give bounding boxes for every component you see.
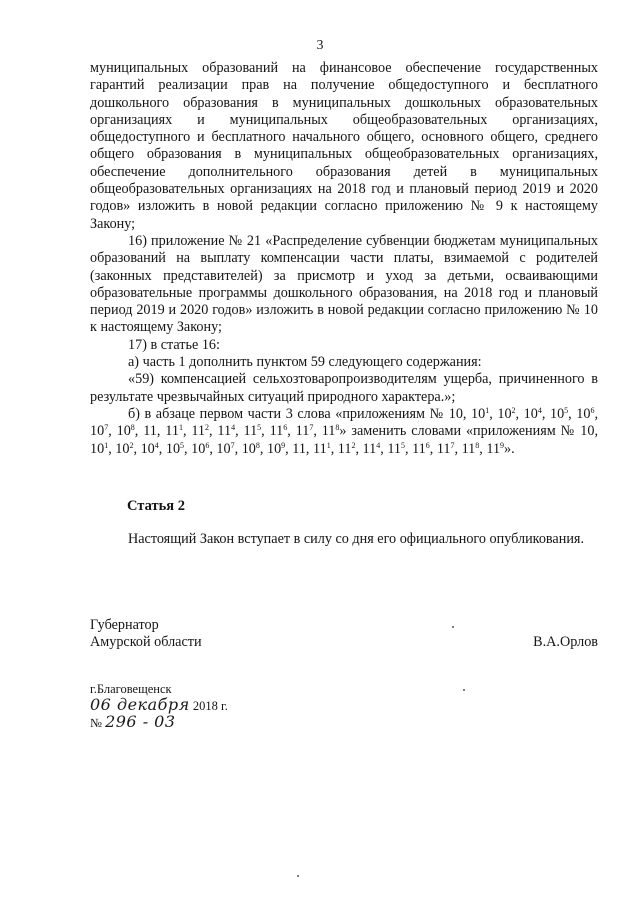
new-appendix-item: $10^5$ (165, 440, 185, 457)
old-appendix-item: 11 (143, 423, 157, 440)
new-appendix-item: $10^6$ (191, 440, 210, 457)
new-appendix-item-superscript: 9 (281, 440, 286, 450)
new-appendix-item: $11^5$ (387, 440, 405, 457)
law-number (90, 712, 290, 731)
paragraph-sub-a: а) часть 1 дополнить пунктом 59 следующего содержания: (128, 354, 482, 371)
sub-b-middle: » заменить словами «приложениям № (339, 423, 581, 440)
old-appendix-list: 10, $10^1$, $10^2$, $10^4$, $10^5$, $10^6$, $10^7$, $10^8$, 11, $11^1$, $11^2$, $11^4$, $11^5$, $11^6$, $11^7$, $11^8$ (90, 405, 599, 440)
signature-title (90, 617, 202, 651)
new-appendix-item-superscript: 6 (205, 440, 210, 450)
new-appendix-item: $10^2$ (115, 440, 134, 457)
new-appendix-item-superscript: 1 (104, 440, 109, 450)
old-appendix-item: $10^4$ (523, 405, 542, 422)
old-appendix-item: $11^8$ (321, 423, 340, 440)
new-appendix-item-superscript: 8 (475, 440, 480, 450)
old-appendix-item-superscript: 6 (590, 405, 595, 415)
old-appendix-item-superscript: 1 (485, 405, 490, 415)
old-appendix-item: $11^1$ (165, 423, 183, 440)
paragraph-quote-59: «59) компенсацией сельхозтоваропроизводителям ущерба, причиненного в результате чрезвычайных ситуаций природного характера.»; (90, 371, 598, 405)
new-appendix-item-superscript: 6 (425, 440, 430, 450)
new-appendix-item-superscript: 9 (500, 440, 505, 450)
paragraph-sub-b (90, 406, 598, 458)
old-appendix-item-superscript: 2 (205, 423, 210, 433)
page-number: 3 (316, 38, 324, 53)
new-appendix-item-superscript: 7 (230, 440, 235, 450)
old-appendix-item-superscript: 5 (257, 423, 262, 433)
article-paragraph: Настоящий Закон вступает в силу со дня его официального опубликования. (128, 531, 584, 547)
old-appendix-item: $11^6$ (269, 423, 288, 440)
new-appendix-item-superscript: 5 (180, 440, 185, 450)
old-appendix-item: $10^6$ (576, 405, 595, 422)
new-appendix-item: $11^9$ (486, 440, 505, 457)
new-appendix-item-superscript: 5 (400, 440, 405, 450)
new-appendix-item-superscript: 8 (255, 440, 260, 450)
old-appendix-item-superscript: 6 (283, 423, 288, 433)
new-appendix-item-superscript: 4 (154, 440, 159, 450)
old-appendix-item: $10^2$ (497, 405, 516, 422)
place-of-signing: г.Благовещенск (90, 682, 172, 696)
old-appendix-item: $10^8$ (116, 423, 135, 440)
old-appendix-item-superscript: 8 (130, 423, 135, 433)
old-appendix-item: $10^1$ (471, 405, 490, 422)
old-appendix-item-superscript: 1 (178, 423, 183, 433)
old-appendix-item: $11^4$ (217, 423, 236, 440)
scan-speck (463, 689, 465, 691)
old-appendix-item: $11^2$ (191, 423, 210, 440)
new-appendix-item-superscript: 7 (450, 440, 455, 450)
sub-b-end: ». (504, 440, 515, 457)
signatory-name: В.А.Орлов (533, 634, 598, 650)
scan-speck (297, 875, 299, 877)
signature-title-line2: Амурской области (90, 634, 202, 650)
new-appendix-item: $11^4$ (362, 440, 381, 457)
new-appendix-item-superscript: 2 (129, 440, 134, 450)
number-prefix: № (90, 716, 102, 730)
scan-speck (452, 626, 454, 628)
new-appendix-item: $10^7$ (216, 440, 235, 457)
old-appendix-item-superscript: 8 (335, 423, 340, 433)
signature-title-line1: Губернатор (90, 617, 159, 633)
new-appendix-item: $11^7$ (436, 440, 455, 457)
new-appendix-item: $10^9$ (266, 440, 286, 457)
old-appendix-item: $10^5$ (549, 405, 569, 422)
paragraph-item-16: 16) приложение № 21 «Распределение субвенции бюджетам муниципальных образований на выплату компенсации части платы, взимаемой с родителей (законных представителей) за присмотр и уход за детьми, осваивающими образовательные программы дошкольного образования, на 2018 год и плановый период 2019 и 2020 годов» изложить в новой редакции согласно приложению № 10 к настоящему Закону; (90, 232, 598, 336)
new-appendix-list: 10, $10^1$, $10^2$, $10^4$, $10^5$, $10^6$, $10^7$, $10^8$, $10^9$, 11, $11^1$, $11^2$, $11^4$, $11^5$, $11^6$, $11^7$, $11^8$, $11^9$ (90, 423, 599, 457)
handwritten-date: 06 декабря (90, 695, 190, 714)
article-text (90, 531, 598, 548)
paragraph-continuation: муниципальных образований на финансовое обеспечение государственных гарантий реализации прав на получение общедоступного и бесплатного дошкольного образования в муниципальных дошкольных образовательных организациях и муниципальных общеобразовательных организациях, общедоступного и бесплатного начального общего, основного общего, среднего общего образования в муниципальных общеобразовательных организациях, обеспечение дополнительного образования детей в муниципальных общеобразовательных организациях на 2018 год и плановый период 2019 и 2020 годов» изложить в новой редакции согласно приложению № 9 к настоящему Закону; (90, 60, 598, 232)
old-appendix-item-superscript: 2 (511, 405, 516, 415)
old-appendix-item: $10^7$ (90, 423, 109, 440)
new-appendix-item: $10^1$ (90, 440, 109, 457)
new-appendix-item: $11^6$ (412, 440, 430, 457)
old-appendix-item: 10 (448, 405, 463, 422)
old-appendix-item-superscript: 4 (231, 423, 236, 433)
new-appendix-item-superscript: 1 (326, 440, 331, 450)
new-appendix-item: $11^1$ (313, 440, 331, 457)
old-appendix-item-superscript: 7 (309, 423, 314, 433)
sub-b-intro: б) в абзаце первом части 3 слова «приложениям № (128, 405, 449, 422)
old-appendix-item: $11^7$ (295, 423, 314, 440)
new-appendix-item: $11^8$ (461, 440, 480, 457)
paragraph-item-17: 17) в статье 16: (128, 336, 220, 353)
handwritten-number: 296 - 03 (105, 712, 176, 731)
old-appendix-item-superscript: 7 (104, 423, 109, 433)
new-appendix-item-superscript: 2 (351, 440, 356, 450)
old-appendix-item-superscript: 5 (564, 405, 569, 415)
old-appendix-item: $11^5$ (243, 423, 262, 440)
new-appendix-item-superscript: 4 (376, 440, 381, 450)
old-appendix-item-superscript: 4 (537, 405, 542, 415)
article-heading: Статья 2 (127, 498, 185, 514)
document-body (90, 60, 598, 458)
new-appendix-item: $10^4$ (140, 440, 159, 457)
date-year: 2018 г. (192, 699, 228, 713)
new-appendix-item: $10^8$ (241, 440, 260, 457)
new-appendix-item: $11^2$ (337, 440, 356, 457)
new-appendix-item: 11 (292, 440, 306, 457)
new-appendix-item: 10 (580, 423, 595, 440)
